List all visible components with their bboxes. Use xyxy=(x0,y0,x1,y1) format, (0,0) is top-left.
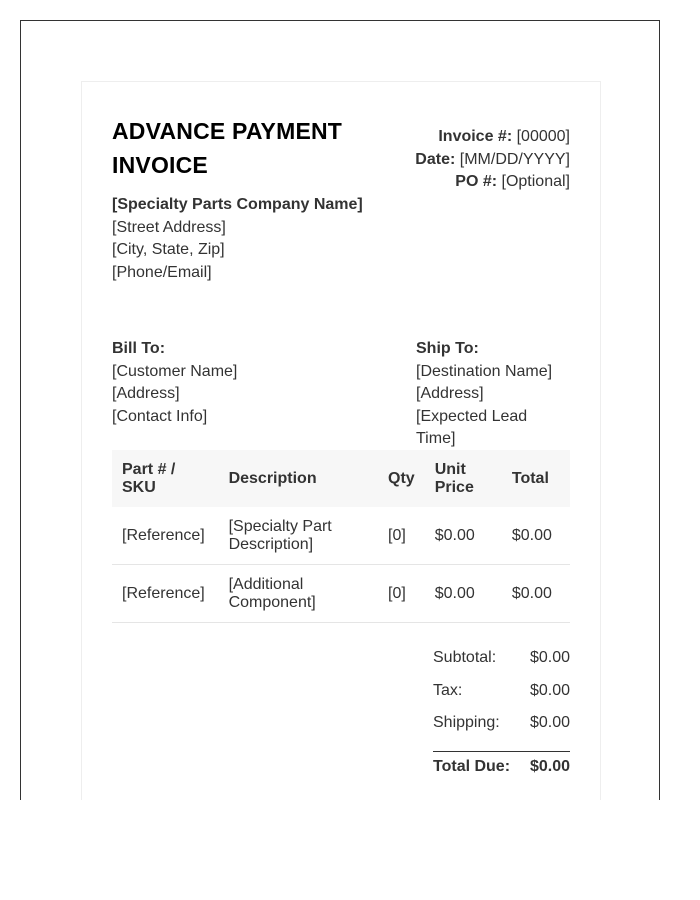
tax-row xyxy=(433,680,570,713)
invoice-po-line xyxy=(390,171,570,194)
bill-to-heading: Bill To: xyxy=(112,340,166,357)
cell-unit-price: $0.00 xyxy=(425,507,502,565)
shipping-row xyxy=(433,712,570,745)
header-total: Total xyxy=(502,450,570,507)
subtotal-value: $0.00 xyxy=(529,649,570,666)
bill-to-block xyxy=(112,338,237,428)
company-info xyxy=(112,194,363,284)
company-name: [Specialty Parts Company Name] xyxy=(112,196,363,213)
ship-to-block xyxy=(416,338,570,451)
shipping-value: $0.00 xyxy=(529,714,570,731)
invoice-po-label: PO #: xyxy=(455,173,498,190)
ship-to-lead-time: [Expected Lead Time] xyxy=(416,407,528,447)
company-city: [City, State, Zip] xyxy=(112,241,225,258)
cell-part: [Reference] xyxy=(112,565,219,623)
bill-to-address: [Address] xyxy=(112,385,180,402)
cell-part: [Reference] xyxy=(112,507,219,565)
ship-to-name: [Destination Name] xyxy=(416,362,553,380)
invoice-date-label: Date: xyxy=(415,150,456,168)
table-header-row xyxy=(112,450,570,507)
ship-to-address: [Address] xyxy=(416,385,484,402)
totals-summary xyxy=(433,647,570,784)
total-due-row xyxy=(433,751,570,784)
subtotal-row xyxy=(433,647,570,680)
line-items-table xyxy=(112,450,570,623)
party-details xyxy=(112,338,570,448)
table-row xyxy=(112,507,570,565)
bill-to-contact: [Contact Info] xyxy=(112,407,208,425)
tax-label: Tax: xyxy=(433,681,463,699)
cell-total: $0.00 xyxy=(502,507,570,565)
invoice-number-value: [00000] xyxy=(516,128,570,145)
header-part: Part # / SKU xyxy=(112,450,219,507)
header-qty: Qty xyxy=(378,450,425,507)
company-street: [Street Address] xyxy=(112,218,226,236)
table-row xyxy=(112,565,570,623)
invoice-header xyxy=(112,112,570,312)
invoice-po-value: [Optional] xyxy=(501,173,570,190)
invoice-title: ADVANCE PAYMENT INVOICE xyxy=(112,118,343,178)
total-due-label: Total Due: xyxy=(433,757,511,775)
company-contact: [Phone/Email] xyxy=(112,263,212,281)
subtotal-label: Subtotal: xyxy=(433,649,497,666)
invoice-number-line xyxy=(390,126,570,149)
invoice-number-label: Invoice #: xyxy=(438,128,513,145)
total-due-value: $0.00 xyxy=(529,757,570,775)
invoice-content xyxy=(112,112,570,775)
bill-to-name: [Customer Name] xyxy=(112,362,238,380)
cell-description: [Additional Component] xyxy=(219,565,378,623)
header-unit-price: Unit Price xyxy=(425,450,502,507)
shipping-label: Shipping: xyxy=(433,714,500,731)
cell-qty: [0] xyxy=(378,507,425,565)
invoice-meta xyxy=(390,126,570,194)
ship-to-heading: Ship To: xyxy=(416,340,479,357)
invoice-date-line xyxy=(390,149,570,172)
cell-description: [Specialty Part Description] xyxy=(219,507,378,565)
cell-unit-price: $0.00 xyxy=(425,565,502,623)
cell-total: $0.00 xyxy=(502,565,570,623)
invoice-date-value: [MM/DD/YYYY] xyxy=(459,150,570,168)
tax-value: $0.00 xyxy=(529,681,570,699)
cell-qty: [0] xyxy=(378,565,425,623)
header-description: Description xyxy=(219,450,378,507)
